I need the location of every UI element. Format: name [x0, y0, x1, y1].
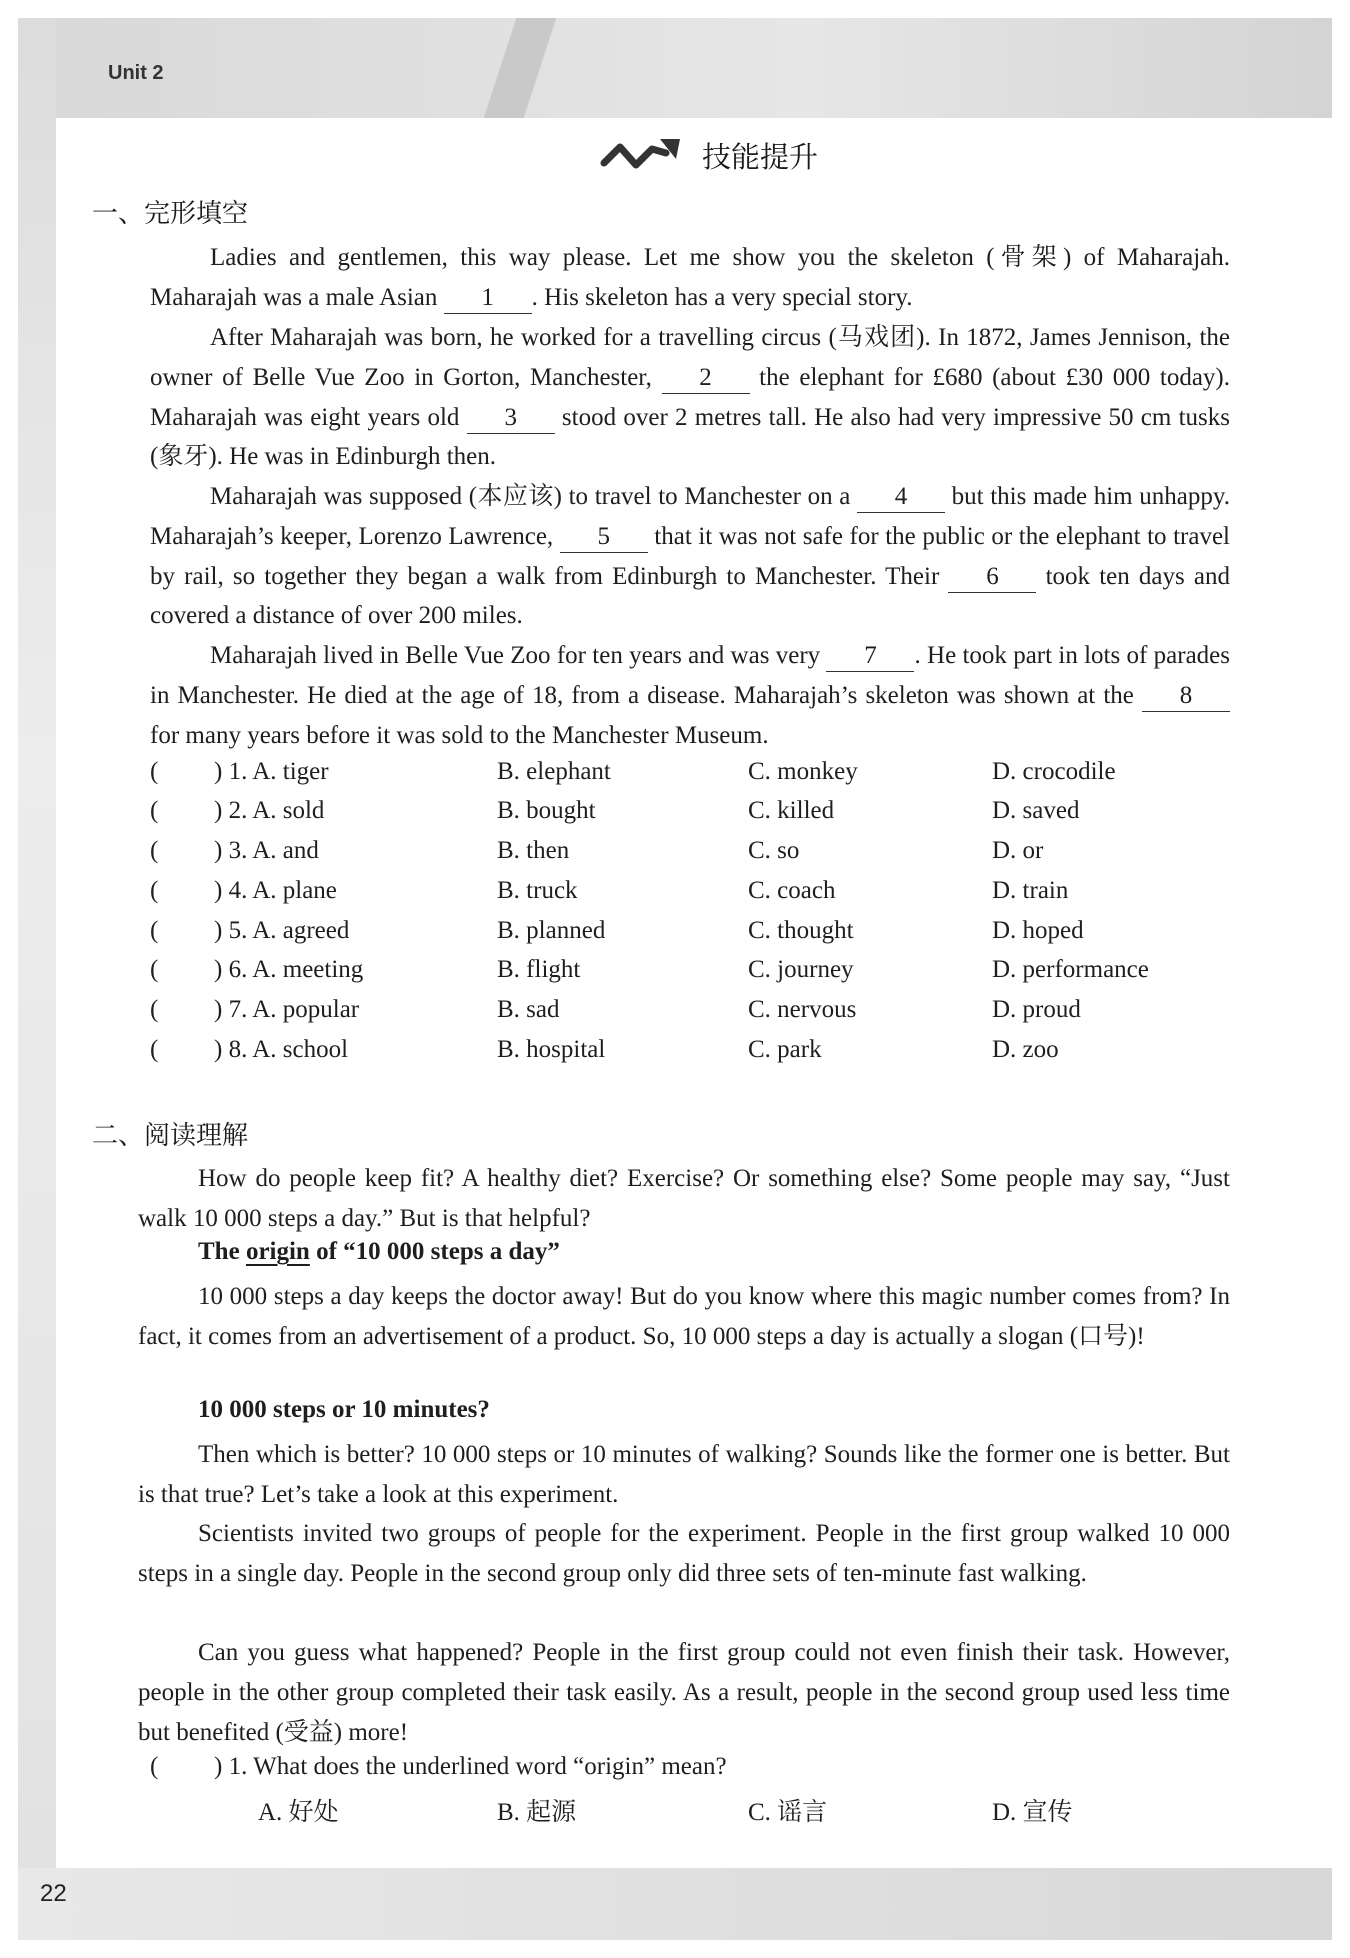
blank-3: 3 — [467, 403, 555, 434]
blank-7: 7 — [826, 641, 914, 672]
option-c: C. nervous — [748, 996, 857, 1023]
option-c: C. monkey — [748, 758, 858, 785]
blank-6: 6 — [948, 562, 1036, 593]
reading-paragraph-4: Can you guess what happened? People in the first group could not even finish their task. However, people in the other group completed their task easily. As a result, people in the second group used less time but benefited (受益) more! — [138, 1639, 1230, 1746]
option-b: B. planned — [497, 917, 606, 944]
option-a: A. 好处 — [258, 1799, 339, 1826]
blank-5: 5 — [560, 522, 648, 553]
blank-1: 1 — [444, 283, 532, 314]
page-number: 22 — [40, 1880, 67, 1907]
unit-label: Unit 2 — [108, 62, 164, 84]
option-c: C. thought — [748, 917, 854, 944]
reading-paragraph-3: Scientists invited two groups of people for the experiment. People in the first group walked 10 000 steps in a single day. People in the second group only did three sets of ten-minute fast walking. — [138, 1520, 1230, 1587]
option-c: C. killed — [748, 797, 835, 824]
option-a: ) 2. A. sold — [214, 797, 325, 824]
option-a: ) 8. A. school — [214, 1036, 349, 1063]
option-a: ) 6. A. meeting — [214, 956, 364, 983]
top-decor-band — [18, 18, 1332, 118]
option-c: C. park — [748, 1036, 822, 1063]
blank-2: 2 — [662, 363, 750, 394]
answer-bracket[interactable]: ( — [150, 877, 159, 904]
option-b: B. elephant — [497, 758, 611, 785]
skill-title: 技能提升 — [702, 139, 819, 174]
blank-4: 4 — [857, 482, 945, 513]
option-c: C. 谣言 — [748, 1799, 828, 1826]
answer-bracket[interactable]: ( — [150, 996, 159, 1023]
option-d: D. crocodile — [992, 758, 1116, 785]
reading-intro: How do people keep fit? A healthy diet? Exercise? Or something else? Some people may say, “Just walk 10 000 steps a day.” But is that helpful? — [138, 1165, 1230, 1232]
skill-banner — [600, 130, 818, 180]
reading-paragraph-2: Then which is better? 10 000 steps or 10 minutes of walking? Sounds like the former one is better. But is that true? Let’s take a look at this experiment. — [138, 1441, 1230, 1508]
option-d: D. proud — [992, 996, 1081, 1023]
option-a: ) 7. A. popular — [214, 996, 360, 1023]
cloze-paragraph-2: After Maharajah was born, he worked for a travelling circus (马戏团). In 1872, James Jennison, the owner of Belle Vue Zoo in Gorton, Manchester, 2 the elephant for £680 (about £30 000 today). Maharajah was eight years old 3 stood over 2 metres tall. He also had very impressive 50 cm tusks (象牙). He was in Edinburgh then. — [150, 324, 1230, 471]
question-stem: ) 1. What does the underlined word “origin” mean? — [214, 1753, 727, 1780]
bottom-decor-band — [18, 1868, 1332, 1940]
cloze-paragraph-1: Ladies and gentlemen, this way please. Let me show you the skeleton (骨架) of Maharajah. Maharajah was a male Asian 1 . His skeleton has a very special story. — [150, 238, 1230, 318]
option-b: B. 起源 — [497, 1799, 577, 1826]
answer-bracket[interactable]: ( — [150, 1036, 159, 1063]
option-d: D. hoped — [992, 917, 1084, 944]
left-decor-band — [18, 18, 56, 1868]
option-a: ) 3. A. and — [214, 837, 319, 864]
option-d: D. 宣传 — [992, 1799, 1073, 1826]
option-d: D. train — [992, 877, 1069, 904]
option-d: D. performance — [992, 956, 1149, 983]
option-a: ) 4. A. plane — [214, 877, 337, 904]
option-a: ) 1. A. tiger — [214, 758, 329, 785]
option-b: B. sad — [497, 996, 560, 1023]
reading-heading-origin: The origin of “10 000 steps a day” — [198, 1238, 560, 1265]
section-title-reading: 二、阅读理解 — [92, 1121, 249, 1151]
section-title-cloze: 一、完形填空 — [92, 199, 249, 229]
trend-up-arrow-icon — [600, 133, 684, 177]
option-b: B. hospital — [497, 1036, 606, 1063]
blank-8: 8 — [1142, 681, 1230, 712]
option-b: B. then — [497, 837, 570, 864]
answer-bracket[interactable]: ( — [150, 956, 159, 983]
answer-bracket[interactable]: ( — [150, 917, 159, 944]
answer-bracket[interactable]: ( — [150, 797, 159, 824]
option-b: B. bought — [497, 797, 596, 824]
underlined-word-origin: origin — [245, 1238, 310, 1265]
cloze-paragraph-3: Maharajah was supposed (本应该) to travel to Manchester on a 4 but this made him unhappy. Maharajah’s keeper, Lorenzo Lawrence, 5 that it was not safe for the public or the elephant to travel by rail, so together they began a walk from Edinburgh to Manchester. Their 6 took ten days and covered a distance of over 200 miles. — [150, 483, 1230, 630]
reading-heading-steps: 10 000 steps or 10 minutes? — [198, 1396, 490, 1423]
option-d: D. zoo — [992, 1036, 1059, 1063]
reading-paragraph-1: 10 000 steps a day keeps the doctor away! But do you know where this magic number comes from? In fact, it comes from an advertisement of a product. So, 10 000 steps a day is actually a slogan (口号)! — [138, 1283, 1230, 1350]
option-a: ) 5. A. agreed — [214, 917, 350, 944]
option-d: D. saved — [992, 797, 1080, 824]
option-c: C. journey — [748, 956, 854, 983]
option-c: C. coach — [748, 877, 836, 904]
option-c: C. so — [748, 837, 800, 864]
option-b: B. flight — [497, 956, 581, 983]
option-b: B. truck — [497, 877, 578, 904]
answer-bracket[interactable]: ( — [150, 1753, 159, 1780]
answer-bracket[interactable]: ( — [150, 837, 159, 864]
option-d: D. or — [992, 837, 1044, 864]
cloze-paragraph-4: Maharajah lived in Belle Vue Zoo for ten years and was very 7 . He took part in lots of parades in Manchester. He died at the age of 18, from a disease. Maharajah’s skeleton was shown at the 8 for many years before it was sold to the Manchester Museum. — [150, 642, 1231, 749]
answer-bracket[interactable]: ( — [150, 758, 159, 785]
